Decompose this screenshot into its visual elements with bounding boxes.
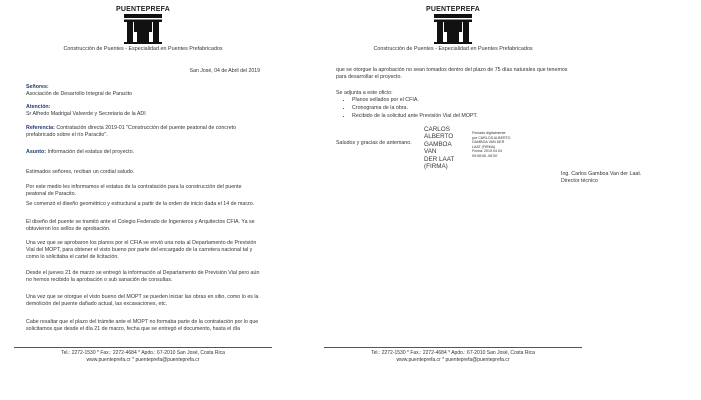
- letter-date: San José, 04 de Abril del 2019: [189, 68, 260, 74]
- closing: Saludos y gracias de antemano.: [336, 140, 412, 146]
- recipient-block: [26, 84, 262, 98]
- letter-footer: [2, 350, 284, 364]
- attention-label: Atención:: [26, 104, 51, 110]
- signature-name-line: CARLOS: [424, 126, 450, 133]
- signature-name-line: DER LAAT: [424, 155, 455, 163]
- brand-name: PUENTEPREFA: [426, 6, 480, 13]
- subject-value: Información del estatus del proyecto.: [47, 149, 135, 155]
- footer-contact: Tel.: 2272-1530 * Fax.: 2272-4684 * Apdo.: 67-2010 San José, Costa Rica: [61, 350, 225, 356]
- paragraph-4: Una vez que se aprobaron los planos por el CFIA se envió una nota al Departamento de Previsión Vial del MOPT, para obtener el visto bueno por parte del encargado de la carretera nacional tal y como lo solicitaba el cartel de licitación.: [26, 240, 257, 260]
- subject-block: [26, 149, 262, 156]
- reference-block: [26, 125, 262, 139]
- digital-signature: [424, 126, 564, 172]
- signature-stamp-line: LAAT (FIRMA): [472, 144, 496, 149]
- paragraph-1: Por este medio les informamos el estatus de la contratación para la construcción del puente peatonal de Paracito.: [26, 184, 242, 197]
- signer-title: Director técnico: [561, 178, 598, 184]
- attachments-block: [336, 90, 572, 121]
- footer-contact: Tel.: 2272-1530 * Fax.: 2272-4684 * Apdo.: 67-2010 San José, Costa Rica: [371, 350, 535, 356]
- letterhead: [2, 6, 284, 52]
- signature-digital-stamp: [472, 131, 532, 159]
- letterhead-tagline: Construcción de Puentes - Especialidad en Puentes Prefabricados: [373, 46, 533, 52]
- paragraph-6: Una vez que se otorgue el visto bueno del MOPT se pueden iniciar las obras en sitio, como lo es la demolición del puente dañado actual, las excavaciones, etc.: [26, 294, 259, 307]
- paragraph-3: El diseño del puente se tramitó ante el Colegio Federado de Ingenieros y Arquitectos CFIA. Ya se obtuvieron los sellos de aprobación.: [26, 219, 255, 232]
- signature-stamp-line: Fecha: 2019.04.04: [472, 149, 502, 154]
- attachment-item: • Cronograma de la obra.: [352, 105, 572, 112]
- footer-divider: [324, 347, 582, 348]
- footer-web: www.puenteprefa.cr * puenteprefa@puenteprefa.cr: [396, 357, 510, 363]
- reference-label: Referencia:: [26, 125, 55, 131]
- paragraph-5: Desde el jueves 21 de marzo se entregó la información al Departamento de Previsión Vial pero aún no hemos recibido la aprobación o sub sanación de consultas.: [26, 270, 260, 283]
- signature-name-line: ALBERTO: [424, 133, 454, 141]
- letterhead: [312, 6, 594, 52]
- attachment-item: • Planos sellados por el CFIA.: [352, 97, 572, 104]
- signature-name: [424, 126, 464, 170]
- letterhead-tagline: Construcción de Puentes - Especialidad en Puentes Prefabricados: [63, 46, 223, 52]
- subject-label: Asunto:: [26, 149, 47, 155]
- letter-footer: [312, 350, 594, 364]
- signature-stamp-line: GAMBOA VAN DER: [472, 140, 505, 145]
- paragraph-7: Cabe resaltar que el plazo del trámite ante el MOPT no formaba parte de la contratación por lo que solicitamos que desde el día 21 de marzo, fecha que se entregó el documento, hasta el día: [26, 319, 259, 332]
- attachments-intro: Se adjunta a este oficio:: [336, 90, 393, 96]
- greeting: Estimados señores, reciban un cordial saludo.: [26, 169, 135, 175]
- signer-block: [561, 171, 701, 185]
- signature-stamp-line: por CARLOS ALBERTO: [472, 135, 511, 140]
- paragraph-2: Se comenzó el diseño geométrico y estructural a partir de la orden de inicio dada el 14 de marzo.: [26, 201, 255, 207]
- reference-value: Contratación directa 2019-01 "Construcción del puente peatonal de concreto prefabricado sobre el río Paracito".: [26, 125, 237, 138]
- recipient-org: Asociación de Desarrollo Integral de Paracito: [26, 91, 132, 97]
- letter-page-1: [2, 0, 284, 400]
- recipient-label: Señores:: [26, 84, 49, 90]
- signer-name: Ing. Carlos Gamboa Van der Laat.: [561, 171, 642, 177]
- signature-name-line: (FIRMA): [424, 163, 448, 171]
- letter-page-2: [312, 0, 642, 400]
- signature-stamp-line: Firmado digitalmente: [472, 131, 506, 135]
- bridge-logo-icon: [434, 14, 472, 44]
- attention-value: Sr Alfredo Madrigal Valverde y Secretaria de la ADI: [26, 111, 146, 117]
- signature-name-line: GAMBOA VAN: [424, 140, 452, 156]
- continuation-paragraph: que se otorgue la aprobación no sean tomados dentro del plazo de 75 días naturales que tenemos para desarrollar el proyecto.: [336, 67, 568, 80]
- footer-divider: [14, 347, 272, 348]
- attachment-item: • Recibido de la solicitud ante Previsión Vial del MOPT.: [352, 113, 572, 120]
- signature-stamp-line: 09:08:06 -06'00': [472, 153, 498, 158]
- brand-name: PUENTEPREFA: [116, 6, 170, 13]
- attention-block: [26, 104, 262, 118]
- bridge-logo-icon: [124, 14, 162, 44]
- footer-web: www.puenteprefa.cr * puenteprefa@puenteprefa.cr: [86, 357, 200, 363]
- attachments-list: [336, 97, 572, 120]
